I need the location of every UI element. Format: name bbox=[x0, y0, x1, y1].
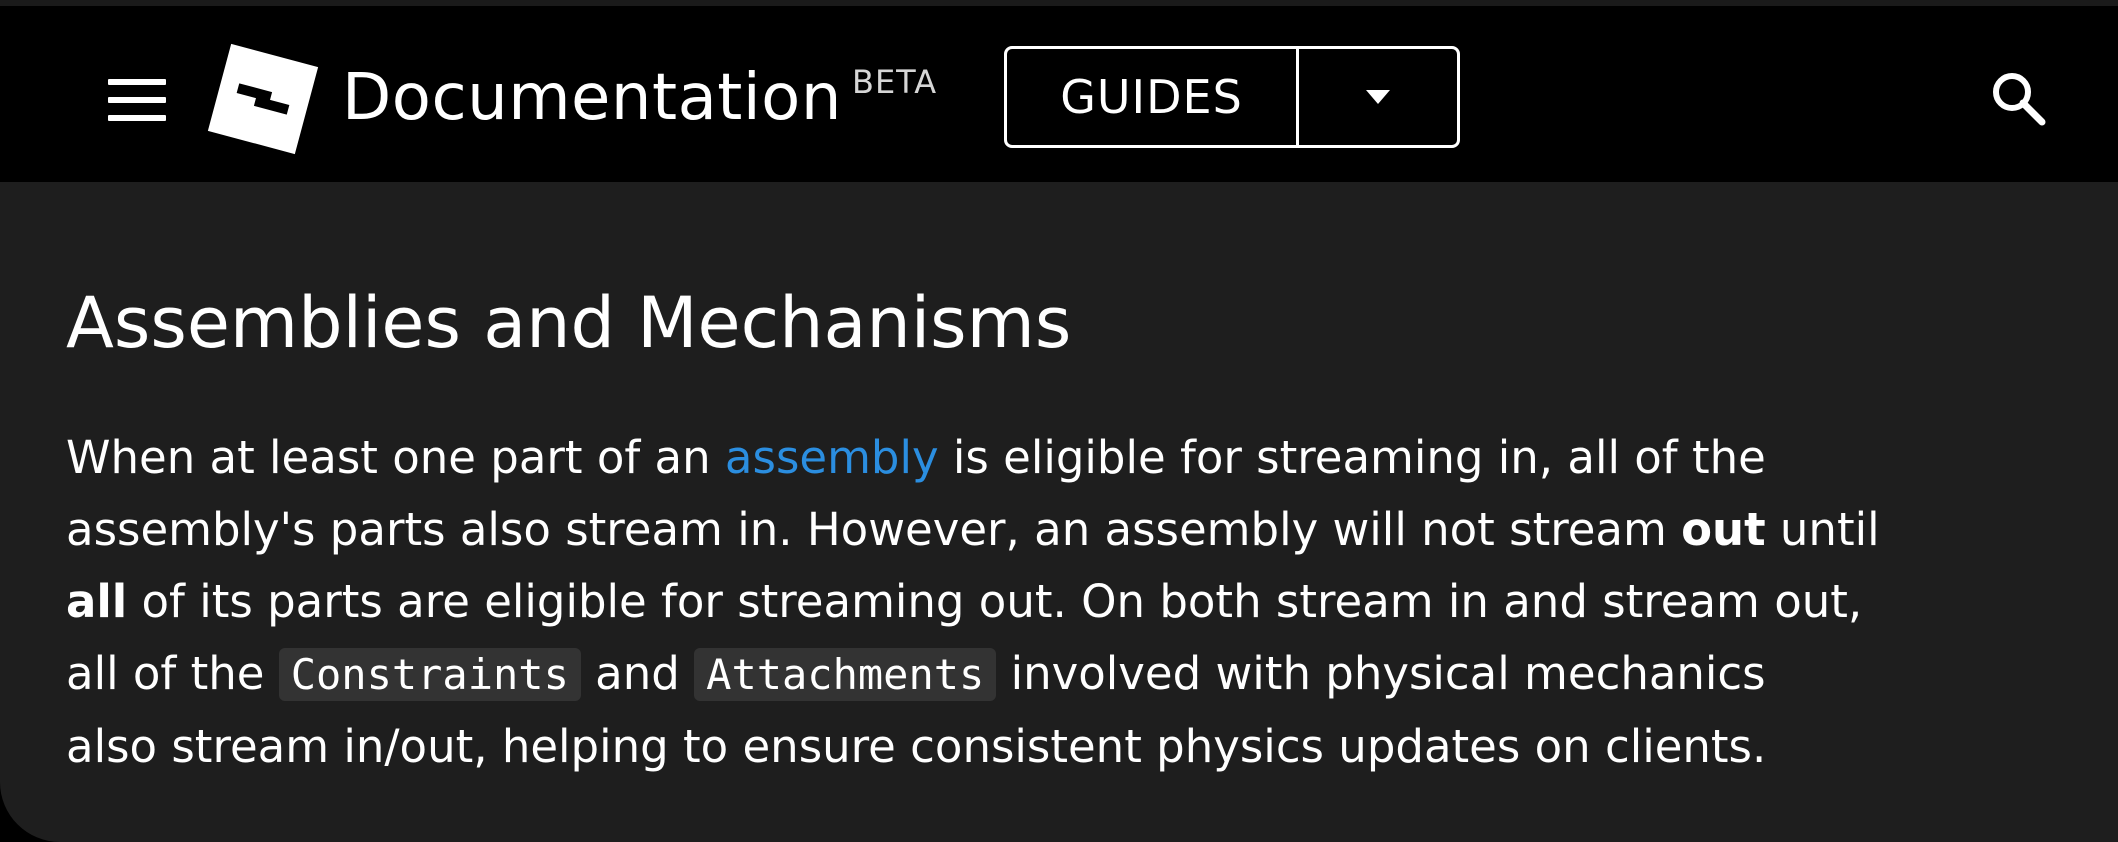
paragraph-text: assembly's parts also stream in. However, an assembly will not stream bbox=[66, 503, 1682, 556]
page-title: Assemblies and Mechanisms bbox=[66, 282, 1072, 364]
paragraph-text: When at least one part of an bbox=[66, 431, 725, 484]
section-selector-label[interactable]: GUIDES bbox=[1007, 49, 1299, 145]
paragraph-text: until bbox=[1765, 503, 1880, 556]
article-content bbox=[0, 182, 2118, 842]
code-attachments: Attachments bbox=[694, 648, 996, 701]
top-navigation-bar bbox=[0, 6, 2118, 182]
article-paragraph bbox=[66, 422, 2096, 783]
roblox-logo-icon[interactable] bbox=[206, 42, 320, 156]
code-constraints: Constraints bbox=[279, 648, 581, 701]
caret-down-icon bbox=[1365, 89, 1391, 105]
search-icon[interactable] bbox=[1990, 70, 2046, 126]
paragraph-text: involved with physical mechanics bbox=[996, 647, 1766, 700]
paragraph-text: all of the bbox=[66, 647, 279, 700]
bold-text-all: all bbox=[66, 575, 128, 628]
section-selector[interactable] bbox=[1004, 46, 1460, 148]
assembly-link[interactable]: assembly bbox=[724, 431, 939, 484]
section-selector-dropdown-button[interactable] bbox=[1299, 49, 1457, 145]
beta-badge: BETA bbox=[852, 63, 938, 101]
hamburger-menu-icon[interactable] bbox=[108, 79, 166, 121]
paragraph-text: also stream in/out, helping to ensure consistent physics updates on clients. bbox=[66, 720, 1767, 773]
documentation-brand-title[interactable]: Documentation bbox=[342, 61, 842, 135]
bold-text-out: out bbox=[1681, 503, 1766, 556]
paragraph-text: and bbox=[580, 647, 695, 700]
paragraph-text: is eligible for streaming in, all of the bbox=[938, 431, 1766, 484]
paragraph-text: of its parts are eligible for streaming out. On both stream in and stream out, bbox=[127, 575, 1863, 628]
